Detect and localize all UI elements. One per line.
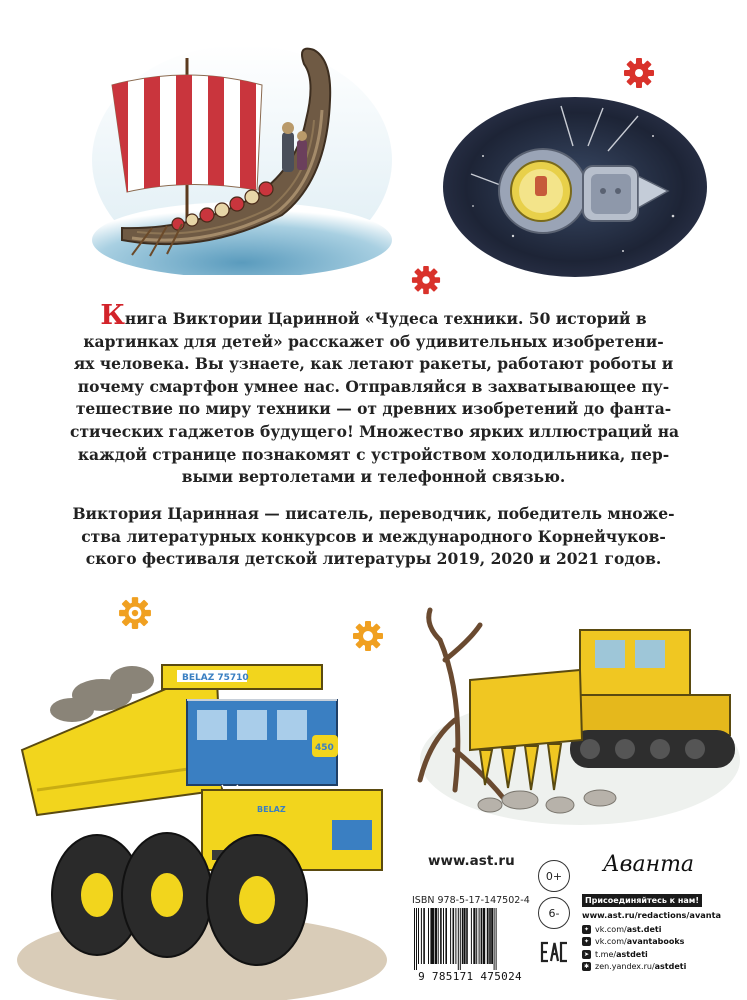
gear-icon — [118, 596, 152, 630]
bulldozer-illustration — [410, 600, 740, 830]
social-link-vk-astdeti[interactable]: ✦ vk.com/ ast.deti — [583, 924, 662, 934]
gear-icon — [411, 265, 441, 295]
social-link-vk-avantabooks[interactable]: ✦ vk.com/ avantabooks — [583, 937, 685, 947]
barcode-number: 9 785171 475024 — [418, 970, 522, 983]
age-rating-badge: 6- — [538, 897, 570, 929]
publisher-url[interactable]: www.ast.ru/redactions/avanta — [582, 910, 722, 920]
zen-icon: ✱ — [583, 963, 590, 971]
publisher-brand-logo: Аванта — [603, 852, 695, 877]
social-link-telegram[interactable]: ➤ t.me/ astdeti — [583, 949, 648, 959]
space-capsule-illustration — [443, 96, 708, 278]
telegram-icon: ➤ — [583, 950, 590, 958]
gear-icon — [623, 57, 655, 89]
truck-logo: BELAZ — [257, 805, 286, 814]
publisher-website[interactable]: www.ast.ru — [428, 853, 515, 869]
truck-plate: BELAZ 75710 — [182, 673, 249, 683]
book-description: Книга Виктории Царинной «Чудеса техники. 50 историй в картинках для детей» расскажет об удивительных изобретени- ях человека. Вы узнаете, как летают ракеты, работают роботы и почему смартфон умнее нас. Отправляйся в захватывающее пу- тешествие по миру техники — от древних изобретений до фанта- стических гаджетов будущего! Множество ярких иллюстраций на каждой странице познакомят с устройством холодильника, пер- выми вертолетами и телефонной связью. — [70, 300, 680, 487]
author-bio: Виктория Царинная — писатель, переводчик, победитель множе- ства литературных конкурсов и международного Корнейчуков- ского фестиваля детской литературы 2019, 2020 и 2021 годов. — [72, 504, 675, 569]
vk-icon: ✦ — [583, 925, 590, 933]
truck-badge: 450 — [315, 743, 334, 753]
eac-mark-icon — [540, 941, 568, 963]
join-us-banner: Присоединяйтесь к нам! — [582, 894, 702, 907]
drop-cap: К — [100, 300, 125, 331]
social-links — [582, 923, 686, 973]
dump-truck-illustration — [12, 640, 402, 1000]
barcode — [410, 908, 530, 970]
vk-icon: ✦ — [583, 938, 590, 946]
social-link-zen[interactable]: ✱ zen.yandex.ru/ astdeti — [583, 962, 687, 972]
viking-ship-illustration — [92, 40, 392, 275]
age-rating-badge: 0+ — [538, 860, 570, 892]
isbn-label: ISBN 978-5-17-147502-4 — [412, 895, 530, 906]
